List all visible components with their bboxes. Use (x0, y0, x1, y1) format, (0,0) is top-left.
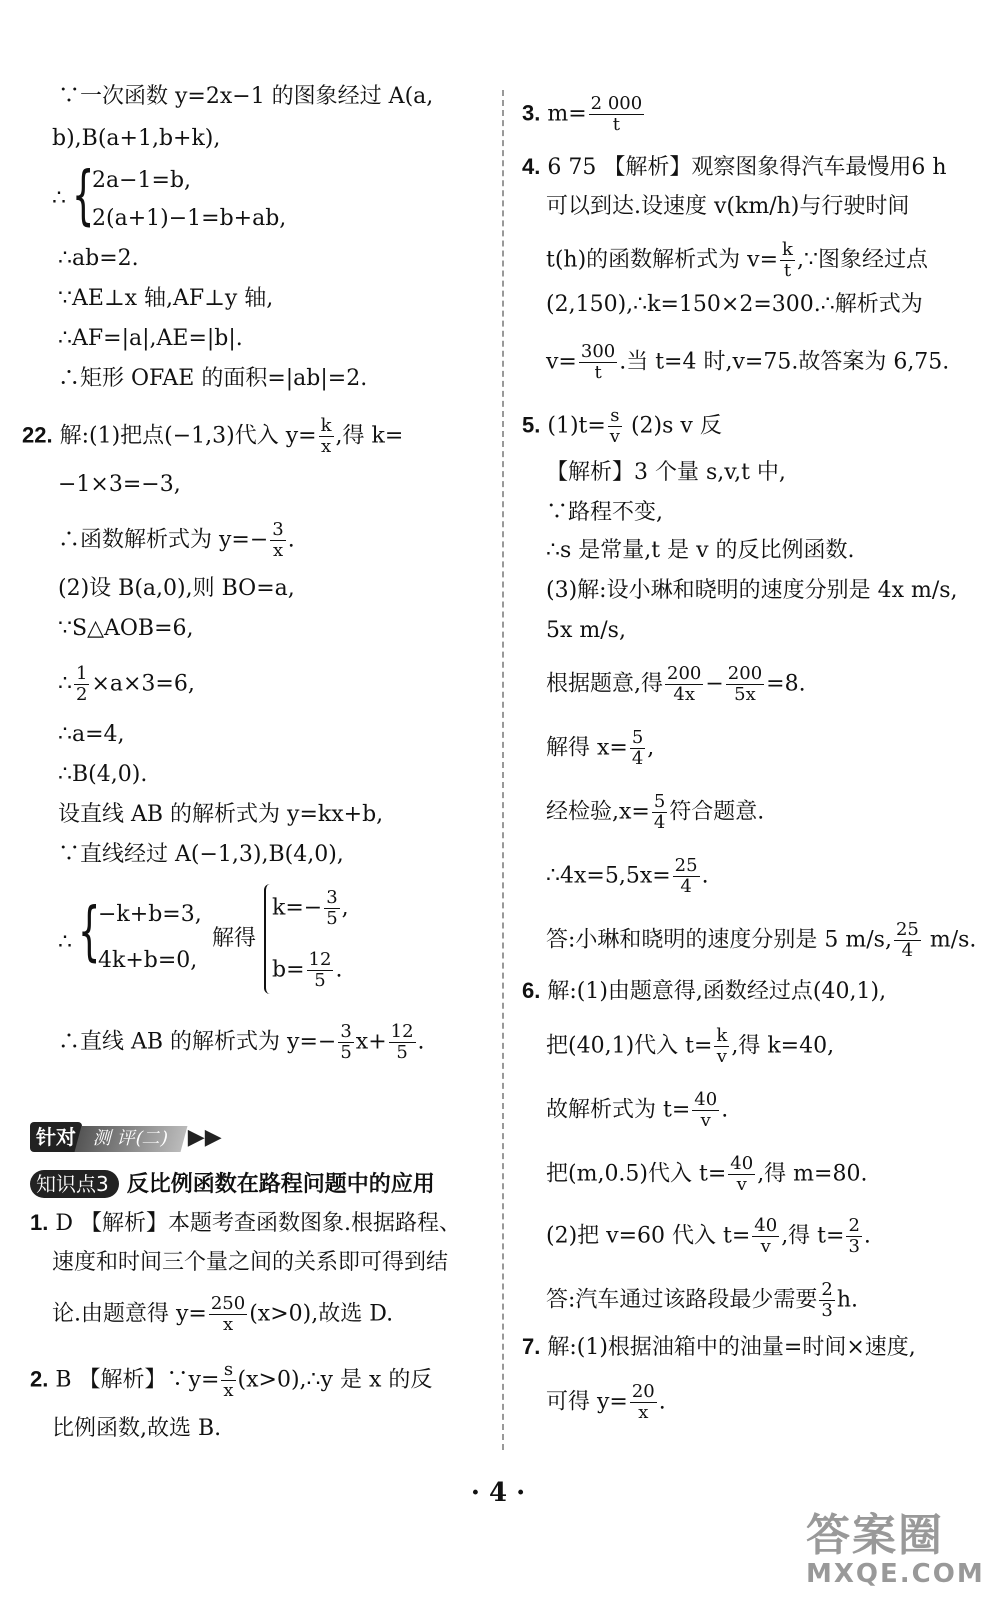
text: ∴4x=5,5x= (546, 863, 671, 889)
denominator: 2 (76, 684, 88, 705)
text-line: (2)设 B(a,0),则 BO=a, (58, 576, 295, 601)
numerator: 3 (272, 519, 284, 540)
fraction (894, 920, 921, 961)
fraction (608, 406, 622, 447)
knowledge-point-header (30, 1167, 435, 1198)
text: b= (272, 957, 305, 983)
text-line: ∵S△AOB=6, (58, 616, 194, 641)
numerator: k (782, 239, 793, 260)
denominator: 4 (653, 812, 666, 833)
text: .当 t=4 时,v=75.故答案为 6,75. (619, 349, 950, 375)
denominator: t (783, 260, 792, 281)
therefore-symbol: ∴ (58, 930, 72, 955)
text: ,∵图象经过点 (796, 247, 928, 273)
fraction (726, 664, 764, 705)
text: m/s. (922, 927, 977, 953)
watermark-logo (806, 1512, 985, 1588)
question-6 (522, 976, 886, 1007)
text-line: ∵直线经过 A(−1,3),B(4,0), (58, 842, 344, 867)
text-line (546, 856, 709, 897)
numerator: 5 (631, 727, 644, 748)
question-number: 7. (522, 1334, 541, 1359)
text-line (546, 1216, 871, 1257)
equation-line (272, 888, 349, 929)
numerator: 1 (76, 663, 88, 684)
text-line: 【解析】3 个量 s,v,t 中, (546, 460, 786, 485)
fraction (714, 1026, 729, 1067)
fraction (692, 1090, 719, 1131)
fraction (780, 240, 795, 281)
text: ,得 t= (781, 1223, 845, 1249)
knowledge-point-title: 反比例函数在路程问题中的应用 (126, 1172, 435, 1197)
text-line (546, 342, 949, 383)
question-22 (22, 416, 403, 457)
text: t(h)的函数解析式为 v= (546, 247, 779, 273)
text-line (58, 1022, 425, 1063)
text-line: 可以到达.设速度 v(km/h)与行驶时间 (546, 194, 910, 219)
text-line: 速度和时间三个量之间的关系即可得到结 (52, 1250, 449, 1275)
question-4 (522, 152, 947, 183)
text: 经检验,x= (546, 799, 650, 825)
question-5 (522, 406, 722, 447)
fraction (589, 94, 645, 135)
text: 故解析式为 t= (546, 1097, 691, 1123)
text: ,得 m=80. (757, 1161, 868, 1187)
text: (1)t= (547, 413, 606, 439)
fraction (209, 1294, 247, 1335)
numerator: 250 (210, 1293, 246, 1314)
text-line (546, 1026, 834, 1067)
fraction (752, 1216, 779, 1257)
knowledge-point-pill: 知识点3 (30, 1170, 119, 1198)
text: 6 75 【解析】观察图象得汽车最慢用6 h (547, 155, 947, 180)
text: 解:(1)把点(−1,3)代入 y= (59, 423, 317, 449)
denominator: 5 (340, 1042, 352, 1063)
equation-line: 2(a+1)−1=b+ab, (92, 206, 287, 231)
fraction (389, 1022, 416, 1063)
text: − (705, 671, 724, 697)
numerator: 200 (667, 663, 702, 684)
text: 解:(1)由题意得,函数经过点(40,1), (547, 979, 887, 1004)
text-line: ∴s 是常量,t 是 v 的反比例函数. (546, 538, 855, 563)
text: 可得 y= (546, 1389, 628, 1415)
text: . (335, 957, 343, 983)
text-line: ∵路程不变, (546, 500, 663, 525)
question-number: 6. (522, 978, 541, 1003)
watermark-text: 答案圈 (806, 1510, 944, 1561)
text: . (287, 527, 295, 553)
fraction (74, 664, 89, 705)
denominator: 5 (314, 970, 326, 991)
denominator: v (716, 1046, 727, 1067)
question-1 (30, 1208, 461, 1239)
text: . (863, 1223, 871, 1249)
text: D 【解析】本题考查函数图象.根据路程、 (55, 1211, 461, 1236)
text: 论.由题意得 y= (52, 1301, 207, 1327)
text: ∴函数解析式为 y=− (58, 527, 269, 553)
text: 根据题意,得 (546, 671, 663, 697)
denominator: x (638, 1402, 649, 1423)
numerator: 2 (848, 1215, 860, 1236)
fraction (846, 1216, 861, 1257)
denominator: x (321, 436, 332, 457)
text: 把(40,1)代入 t= (546, 1033, 713, 1059)
text: 答:汽车通过该路段最少需要 (546, 1287, 818, 1313)
text-line (546, 728, 654, 769)
denominator: 3 (848, 1236, 860, 1257)
text-line: 比例函数,故选 B. (52, 1416, 222, 1441)
text: 解:(1)根据油箱中的油量=时间×速度, (547, 1335, 916, 1360)
fraction (630, 728, 645, 769)
question-7 (522, 1332, 916, 1363)
question-number: 1. (30, 1210, 49, 1235)
denominator: 5x (734, 684, 756, 705)
question-number: 2. (30, 1366, 49, 1392)
denominator: 4 (680, 876, 692, 897)
numerator: s (221, 1360, 235, 1381)
fraction (319, 416, 334, 457)
section-label: 测 评(二) (75, 1126, 188, 1152)
text-line (546, 240, 928, 281)
equation-line (272, 950, 342, 991)
text-line (546, 920, 976, 961)
text-line (546, 1090, 728, 1131)
fraction (324, 888, 339, 929)
fraction (665, 664, 703, 705)
therefore-symbol: ∴ (52, 186, 66, 211)
denominator: 4 (901, 940, 914, 961)
fraction (673, 856, 700, 897)
numerator: 25 (895, 919, 919, 940)
numerator: 40 (694, 1089, 718, 1110)
text: 把(m,0.5)代入 t= (546, 1161, 727, 1187)
text: ,得 k=40, (731, 1033, 835, 1059)
text: ∴ (58, 671, 72, 697)
fraction (728, 1154, 755, 1195)
numerator: 3 (340, 1021, 352, 1042)
equation-line: 2a−1=b, (92, 168, 192, 193)
text: . (721, 1097, 729, 1123)
denominator: v (760, 1236, 771, 1257)
text-line: ∴a=4, (58, 722, 125, 747)
text: m= (547, 101, 587, 127)
numerator: s (608, 406, 622, 427)
text: x+ (355, 1029, 387, 1055)
question-number: 4. (522, 154, 541, 179)
text: (2)s v 反 (623, 413, 722, 439)
text-line (58, 664, 195, 705)
numerator: 5 (653, 791, 666, 812)
text: . (701, 863, 709, 889)
question-2 (30, 1360, 432, 1401)
denominator: 3 (821, 1300, 833, 1321)
fraction (338, 1022, 353, 1063)
denominator: 5 (326, 908, 338, 929)
numerator: 200 (727, 663, 763, 684)
numerator: 20 (631, 1381, 655, 1402)
denominator: 4 (631, 748, 644, 769)
text-line: ∴ab=2. (58, 246, 139, 271)
denominator: v (609, 426, 620, 447)
text: (x>0),∴y 是 x 的反 (237, 1367, 433, 1393)
text-line: 设直线 AB 的解析式为 y=kx+b, (58, 802, 384, 827)
fraction (221, 1360, 235, 1401)
text-line (546, 792, 764, 833)
text-line: (2,150),∴k=150×2=300.∴解析式为 (546, 292, 923, 317)
text-line (52, 1294, 393, 1335)
text-line: (3)解:设小琳和晓明的速度分别是 4x m/s, (546, 578, 958, 603)
text: 答:小琳和晓明的速度分别是 5 m/s, (546, 927, 892, 953)
text: (2)把 v=60 代入 t= (546, 1223, 751, 1249)
text: k=− (272, 895, 323, 921)
text-line (546, 1382, 666, 1423)
fraction (270, 520, 285, 561)
numerator: 40 (730, 1153, 754, 1174)
text-line: −1×3=−3, (58, 472, 181, 497)
text-line: ∴矩形 OFAE 的面积=|ab|=2. (58, 366, 368, 391)
fraction (819, 1280, 834, 1321)
text: . (658, 1389, 666, 1415)
text-line: b),B(a+1,b+k), (52, 126, 221, 151)
denominator: t (594, 362, 602, 383)
section-header (30, 1122, 222, 1154)
question-number: 5. (522, 412, 541, 438)
equation-line: 4k+b=0, (98, 948, 198, 973)
text: =8. (766, 671, 806, 697)
numerator: k (716, 1025, 728, 1046)
denominator: 4x (673, 684, 695, 705)
numerator: 25 (674, 855, 698, 876)
brace: { (78, 895, 101, 969)
brace: { (72, 159, 95, 233)
text-line (546, 664, 806, 705)
numerator: 300 (580, 341, 616, 362)
numerator: 2 (821, 1279, 833, 1300)
text-line: ∵一次函数 y=2x−1 的图象经过 A(a, (58, 84, 434, 109)
fraction (307, 950, 334, 991)
text-line (546, 1280, 858, 1321)
numerator: k (320, 415, 332, 436)
denominator: v (700, 1110, 711, 1131)
text-line: ∵AE⊥x 轴,AF⊥y 轴, (58, 286, 274, 311)
text-line: 5x m/s, (546, 618, 626, 643)
text: , (647, 735, 655, 761)
text: , (341, 895, 349, 921)
denominator: x (223, 1380, 234, 1401)
denominator: v (736, 1174, 747, 1195)
text: 解得 (212, 926, 257, 951)
text: ×a×3=6, (91, 671, 195, 697)
numerator: 40 (754, 1215, 778, 1236)
column-divider (502, 90, 504, 1450)
numerator: 12 (308, 949, 332, 970)
fraction (579, 342, 617, 383)
question-number: 3. (522, 100, 541, 126)
double-arrow-icon: ▶▶ (187, 1125, 222, 1150)
text: 符合题意. (669, 799, 765, 825)
brace-line (264, 884, 270, 994)
numerator: 3 (326, 887, 338, 908)
page-number: · 4 · (470, 1478, 526, 1508)
text: 解得 x= (546, 735, 628, 761)
denominator: 5 (396, 1042, 408, 1063)
watermark-url: MXQE.COM (806, 1559, 985, 1589)
text-line: ∴AF=|a|,AE=|b|. (58, 326, 243, 351)
question-number: 22. (22, 422, 53, 448)
text: h. (836, 1287, 859, 1313)
section-tag: 针对 (30, 1122, 82, 1152)
text-line: ∴B(4,0). (58, 762, 148, 787)
text: v= (546, 349, 577, 375)
denominator: x (222, 1314, 234, 1335)
text: ∴直线 AB 的解析式为 y=− (58, 1029, 337, 1055)
denominator: t (612, 114, 621, 135)
equation-line: −k+b=3, (98, 902, 202, 927)
fraction (652, 792, 667, 833)
text: . (417, 1029, 425, 1055)
text: (x>0),故选 D. (249, 1301, 394, 1327)
numerator: 2 000 (590, 93, 643, 114)
numerator: 12 (390, 1021, 414, 1042)
text-line (546, 1154, 867, 1195)
fraction (630, 1382, 657, 1423)
text: B 【解析】∵y= (55, 1367, 220, 1393)
question-3 (522, 94, 646, 135)
text: ,得 k= (335, 423, 404, 449)
denominator: x (272, 540, 284, 561)
text-line (58, 520, 295, 561)
